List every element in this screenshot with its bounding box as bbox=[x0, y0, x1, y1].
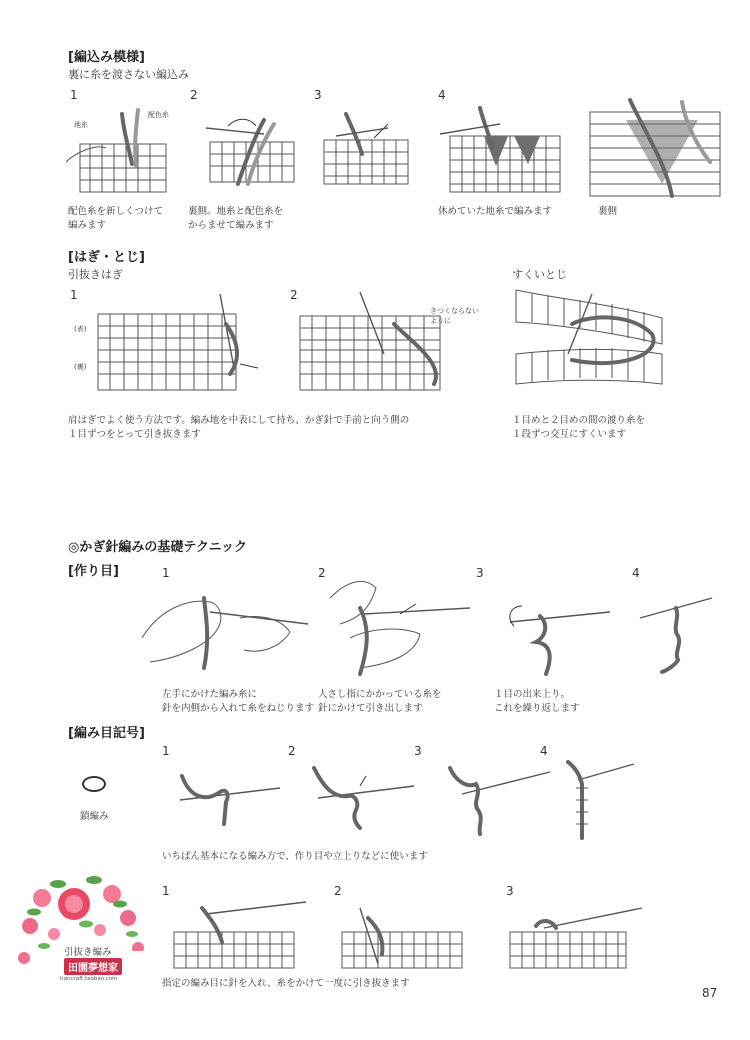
step-number: 1 bbox=[162, 744, 170, 758]
step-number: 2 bbox=[190, 88, 198, 102]
chain-stitch-label: 鎖編み bbox=[80, 811, 109, 822]
section-title-seaming: [はぎ・とじ] bbox=[68, 250, 145, 265]
step-caption: 休めていた地糸で編みます bbox=[438, 206, 553, 217]
step-caption: 裏側。地糸と配色糸を からませて編みます bbox=[188, 206, 284, 231]
side-title-mattress: すくいとじ bbox=[512, 268, 567, 281]
section-title-crochet-basics: ◎かぎ針編みの基礎テクニック bbox=[68, 540, 248, 555]
section-subtitle-slipstitch-join: 引抜きはぎ bbox=[68, 268, 123, 281]
step-number: 1 bbox=[70, 288, 78, 302]
watermark-slip-stitch-label: 引抜き編み bbox=[64, 947, 112, 958]
step-number: 1 bbox=[70, 88, 78, 102]
mattress-caption: １目めと２目めの間の渡り糸を １段ずつ交互にすくいます bbox=[512, 415, 646, 440]
step-caption: 左手にかけた編み糸に 針を内側から入れて糸をねじります bbox=[162, 689, 315, 714]
seaming-illustrations bbox=[90, 284, 670, 404]
label-color-yarn: 配色糸 bbox=[148, 111, 169, 119]
step-caption: 人さし指にかかっている糸を 針にかけて引き出します bbox=[318, 689, 442, 714]
subsection-title-stitch-symbols: [編み目記号] bbox=[68, 726, 145, 741]
label-front: (表) bbox=[74, 325, 87, 333]
step-number: 3 bbox=[476, 566, 484, 580]
colorwork-illustrations bbox=[66, 104, 746, 204]
step-number: 2 bbox=[318, 566, 326, 580]
step-number: 4 bbox=[438, 88, 446, 102]
step-number: 1 bbox=[162, 884, 170, 898]
step-number: 2 bbox=[288, 744, 296, 758]
page-number: 87 bbox=[702, 986, 718, 1000]
label-loose-note: きつくならない ように bbox=[430, 307, 479, 325]
section-subtitle-colorwork: 裏に糸を渡さない編込み bbox=[68, 68, 189, 81]
step-number: 1 bbox=[162, 566, 170, 580]
step-caption: １目の出来上り。 これを繰り返します bbox=[494, 689, 580, 714]
step-caption: 裏側 bbox=[598, 206, 618, 217]
step-number: 4 bbox=[632, 566, 640, 580]
chain-stitch-symbol-icon bbox=[82, 776, 106, 792]
step-number: 2 bbox=[334, 884, 342, 898]
step-number: 2 bbox=[290, 288, 298, 302]
label-back: (裏) bbox=[74, 363, 87, 371]
slip-stitch-illustrations bbox=[166, 898, 626, 976]
chain-stitch-caption: いちばん基本になる編み方で、作り目や立上りなどに使います bbox=[162, 851, 428, 862]
chain-stitch-illustrations bbox=[170, 758, 640, 848]
slip-stitch-caption: 指定の編み目に針を入れ、糸をかけて一度に引き抜きます bbox=[162, 978, 410, 989]
step-number: 3 bbox=[314, 88, 322, 102]
seaming-caption: 肩はぎでよく使う方法です。編み地を中表にして持ち、かぎ針で手前と向う側の １目ずつをとって引き抜きます bbox=[68, 415, 410, 440]
section-title-colorwork: [編込み模様] bbox=[68, 50, 145, 65]
watermark-shop-name: 田園夢想家 bbox=[64, 958, 122, 975]
foundation-illustrations bbox=[140, 578, 720, 678]
step-number: 3 bbox=[414, 744, 422, 758]
subsection-title-foundation: [作り目] bbox=[68, 564, 119, 579]
step-number: 4 bbox=[540, 744, 548, 758]
step-number: 3 bbox=[506, 884, 514, 898]
step-caption: 配色糸を新しくつけて 編みます bbox=[68, 206, 164, 231]
watermark-url: tiancraft.taobao.com bbox=[60, 976, 118, 982]
label-ground-yarn: 地糸 bbox=[74, 121, 88, 129]
